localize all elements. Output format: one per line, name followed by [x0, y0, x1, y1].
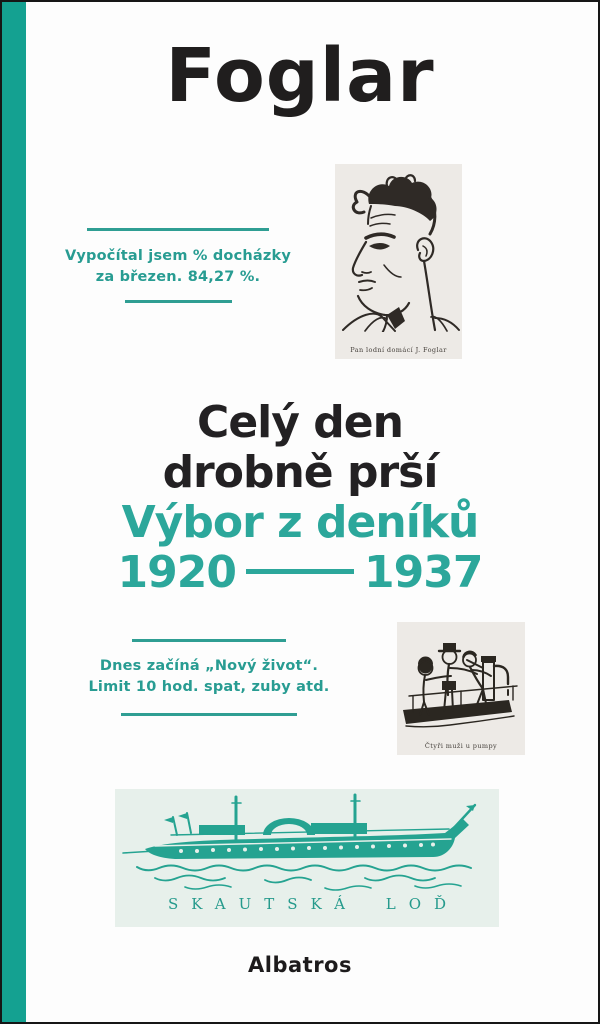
portrait-caricature-illustration — [335, 164, 462, 332]
quote-line: Vypočítal jsem % docházky — [64, 248, 292, 264]
quote-rule — [125, 300, 232, 303]
quote-line: Limit 10 hod. spat, zuby atd. — [88, 679, 330, 695]
portrait-caption: Pan lodní domácí J. Foglar — [350, 346, 447, 354]
author-name: Foglar — [165, 33, 435, 119]
quote-line: Dnes začíná „Nový život“. — [99, 658, 319, 674]
quote-line: za březen. 84,27 %. — [95, 269, 261, 285]
ship-panel — [115, 789, 499, 927]
quote-rule — [132, 639, 286, 642]
year-range — [2, 548, 598, 598]
ship-label: SKAUTSKÁ LOĎ — [167, 895, 460, 913]
quote-rule — [87, 228, 269, 231]
book-subtitle: Výbor z deníků — [121, 497, 479, 548]
portrait-panel — [335, 164, 462, 359]
book-title-line-2: drobně prší — [162, 447, 438, 498]
publisher-logo: Albatros — [248, 953, 352, 977]
year-end: 1937 — [364, 547, 483, 598]
diary-quote-1 — [58, 228, 298, 303]
pump-panel — [397, 622, 525, 755]
book-title-line-1: Celý den — [197, 397, 403, 448]
quote-rule — [121, 713, 297, 716]
steamship-illustration — [115, 789, 499, 893]
year-dash — [246, 569, 354, 574]
pump-caption: Čtyři muži u pumpy — [424, 742, 498, 750]
title-block — [2, 398, 598, 598]
year-start: 1920 — [117, 547, 236, 598]
diary-quote-2 — [68, 639, 350, 716]
pump-cartoon-illustration — [397, 622, 525, 734]
